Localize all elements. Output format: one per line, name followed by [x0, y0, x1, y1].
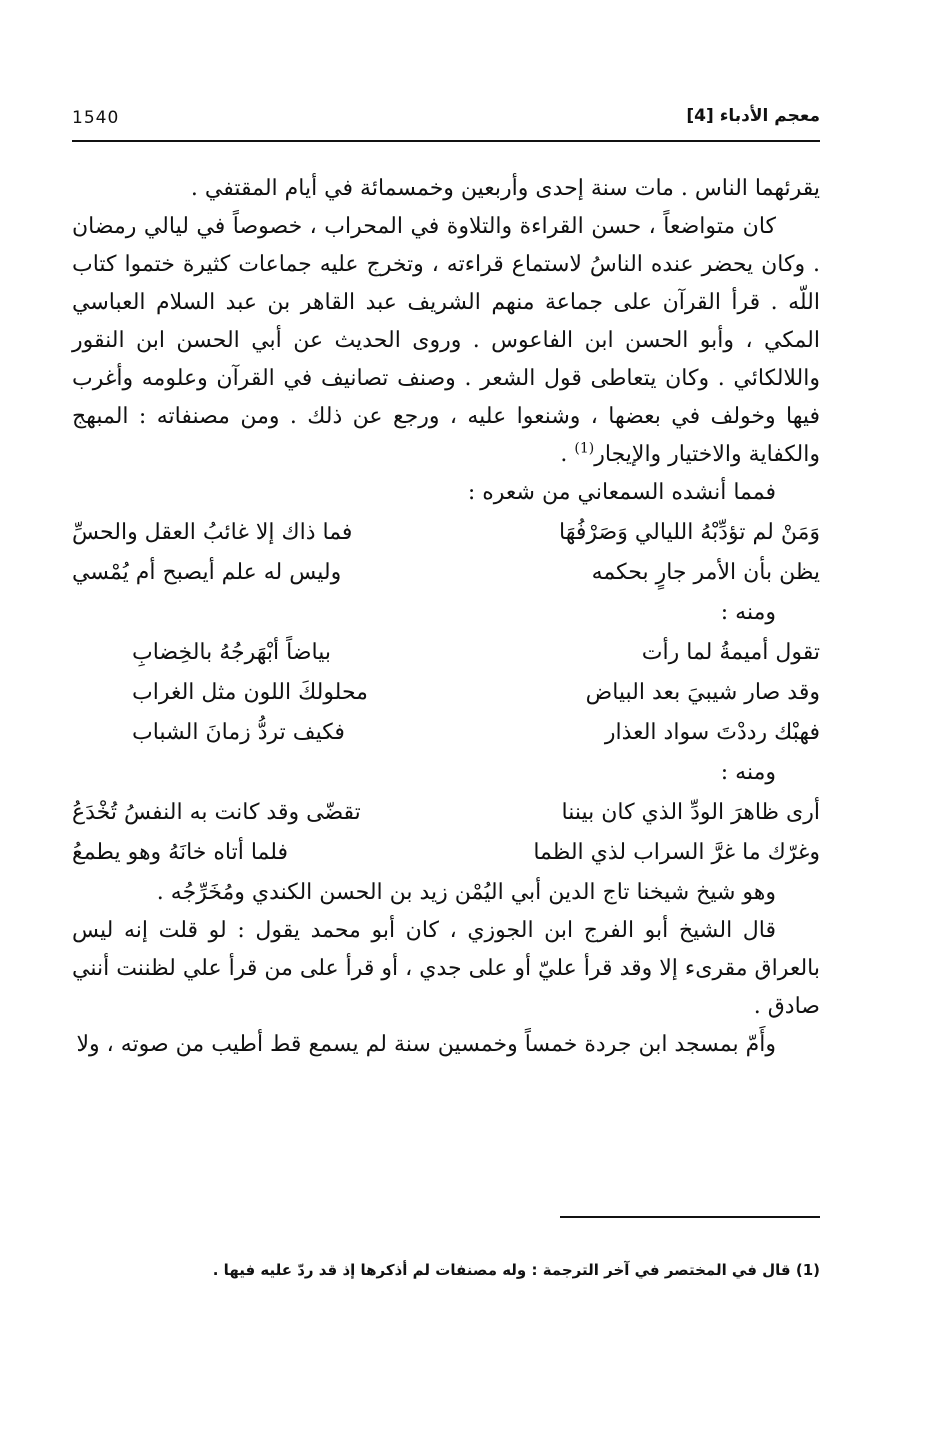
paragraph: يقرئهما الناس . مات سنة إحدى وأربعين وخمسمائة في أيام المقتفي . — [190, 176, 820, 201]
verse-second-half: تقضّى وقد كانت به النفسُ تُخْدَعُ — [72, 800, 361, 825]
verse-first-half: وقد صار شيبيَ بعد البياض — [585, 680, 820, 705]
paragraph: وهو شيخ شيخنا تاج الدين أبي اليُمْن زيد بن الحسن الكندي ومُخَرِّجُه . — [156, 880, 776, 905]
poem-label: ومنه : — [720, 760, 776, 785]
page-header — [72, 104, 820, 140]
verse-line — [72, 714, 820, 752]
header-rule — [72, 140, 820, 142]
main-text — [72, 170, 820, 1064]
verse-line — [72, 794, 820, 832]
verse-second-half: محلولكَ اللون مثل الغراب — [132, 680, 368, 705]
paragraph: قال الشيخ أبو الفرج ابن الجوزي ، كان أبو محمد يقول : لو قلت إنه ليس بالعراق مقرىء إلا وقد قرأ عليّ أو على جدي ، أو قرأ على من قرأ علي لظننت أنني صادق . — [72, 918, 820, 1019]
footnote-reference[interactable]: (1) — [574, 440, 595, 457]
footnote-rule — [560, 1216, 820, 1218]
paragraph — [72, 208, 820, 474]
verse-first-half: يظن بأن الأمر جارٍ بحكمه — [591, 560, 820, 585]
verse-first-half: تقول أميمةُ لما رأت — [641, 640, 820, 665]
verse-second-half: فلما أتاه خانَهُ وهو يطمعُ — [72, 840, 289, 865]
running-title: معجم الأدباء [4] — [686, 106, 820, 126]
poem-label: ومنه : — [720, 600, 776, 625]
page-number: 1540 — [72, 108, 120, 128]
verse-first-half: وغرّك ما غرَّ السراب لذي الظما — [533, 840, 820, 865]
verse-line — [72, 674, 820, 712]
paragraph-end: . — [560, 442, 575, 467]
verse-line — [72, 834, 820, 872]
verse-second-half: بياضاً أبْهَرجُهُ بالخِضابِ — [132, 640, 331, 665]
verse-line — [72, 554, 820, 592]
footnote: (1) قال في المختصر في آخر الترجمة : وله مصنفات لم أذكرها إذ قد ردّ عليه فيها . — [212, 1261, 820, 1279]
verse-second-half: وليس له علم أيصبح أم يُمْسي — [72, 560, 342, 585]
poem-intro: فمما أنشده السمعاني من شعره : — [467, 480, 776, 505]
verse-first-half: وَمَنْ لم تؤدِّبْهُ الليالي وَصَرْفُهَا — [559, 520, 820, 545]
verse-line — [72, 514, 820, 552]
verse-second-half: فما ذاك إلا غائبُ العقل والحسِّ — [72, 520, 353, 545]
paragraph-text: كان متواضعاً ، حسن القراءة والتلاوة في المحراب ، خصوصاً في ليالي رمضان . وكان يحضر عنده الناسُ لاستماع قراءته ، وتخرج عليه جماعات كثيرة ختموا كتاب اللّه . قرأ القرآن على جماعة منهم الشريف عبد القاهر بن عبد السلام العباسي المكي ، وأبو الحسن ابن الفاعوس . وروى الحديث عن أبي الحسن ابن النقور واللالكائي . وكان يتعاطى قول الشعر . وصنف تصانيف في القرآن وعلومه وأغرب فيها وخولف في بعضها ، وشنعوا عليه ، ورجع عن ذلك . ومن مصنفاته : المبهج والكفاية والاختيار والإيجار — [72, 214, 820, 467]
verse-line — [72, 634, 820, 672]
verse-first-half: أرى ظاهرَ الودِّ الذي كان بيننا — [561, 800, 820, 825]
paragraph: وأَمّ بمسجد ابن جردة خمساً وخمسين سنة لم يسمع قط أطيب من صوته ، ولا — [76, 1032, 776, 1057]
verse-first-half: فهبْك رددْتَ سواد العذار — [604, 720, 820, 745]
verse-second-half: فكيف تردُّ زمانَ الشباب — [132, 720, 345, 745]
